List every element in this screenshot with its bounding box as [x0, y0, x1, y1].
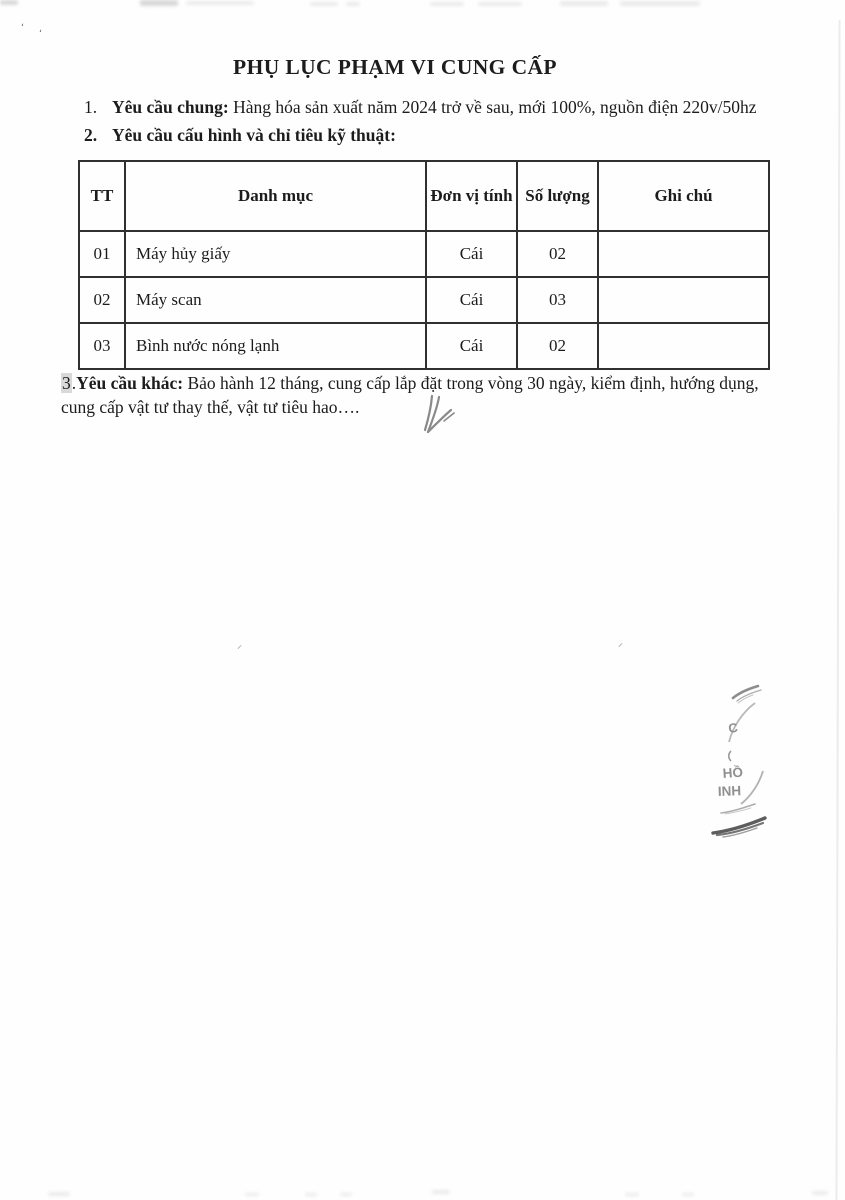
- col-header-don-vi: Đơn vị tính: [426, 161, 517, 231]
- col-header-ghi-chu: Ghi chú: [598, 161, 769, 231]
- table-row: [79, 323, 769, 369]
- number-separator: .: [71, 373, 77, 393]
- handwritten-arrow-mark: [416, 390, 464, 442]
- scan-smudge: [0, 0, 18, 5]
- cell-note: [598, 323, 769, 369]
- scan-smudge: [48, 1192, 70, 1196]
- cell-note: [598, 277, 769, 323]
- cell-unit: Cái: [426, 277, 517, 323]
- col-header-tt: TT: [79, 161, 125, 231]
- scan-smudge: [186, 1, 254, 5]
- item-label: Yêu cầu cấu hình và chỉ tiêu kỹ thuật:: [112, 125, 396, 145]
- item-body: Hàng hóa sản xuất năm 2024 trở về sau, mới 100%, nguồn điện 220v/50hz: [233, 97, 757, 117]
- cell-tt: 01: [79, 231, 125, 277]
- cell-unit: Cái: [426, 323, 517, 369]
- item-body: Bảo hành 12 tháng, cung cấp lắp đặt trong vòng 30 ngày, kiểm định, hướng dụng, cung cấp vật tư thay thế, vật tư tiêu hao….: [61, 373, 759, 417]
- table-header-row: [79, 161, 769, 231]
- cell-tt: 03: [79, 323, 125, 369]
- ink-speck: ⸝: [618, 638, 623, 649]
- scan-smudge: [140, 0, 178, 6]
- document-title: PHỤ LỤC PHẠM VI CUNG CẤP: [233, 55, 557, 79]
- cell-item-name: Máy scan: [125, 277, 426, 323]
- cell-unit: Cái: [426, 231, 517, 277]
- scan-smudge: [305, 1193, 317, 1196]
- item-number: 1.: [84, 97, 98, 117]
- scan-smudge: [310, 2, 338, 6]
- highlighted-number: 3: [62, 373, 71, 393]
- requirement-item-2: [84, 124, 814, 147]
- cell-item-name: Máy hủy giấy: [125, 231, 426, 277]
- item-label: Yêu cầu khác:: [76, 373, 184, 393]
- scan-smudge: [812, 1191, 828, 1195]
- ink-speck: ⸝: [237, 640, 242, 651]
- ink-speck: ʻ: [39, 29, 43, 40]
- col-header-so-luong: Số lượng: [517, 161, 598, 231]
- scan-smudge: [346, 2, 360, 6]
- stamp-letter: C: [727, 719, 739, 736]
- scan-smudge: [560, 1, 608, 6]
- scan-smudge: [620, 1, 700, 6]
- scan-smudge: [245, 1193, 259, 1196]
- cell-qty: 02: [517, 323, 598, 369]
- cell-note: [598, 231, 769, 277]
- cell-item-name: Bình nước nóng lạnh: [125, 323, 426, 369]
- partial-stamp: [693, 676, 808, 848]
- cell-tt: 02: [79, 277, 125, 323]
- item-label: Yêu cầu chung:: [112, 97, 229, 117]
- item-text: [112, 96, 757, 119]
- col-header-danh-muc: Danh mục: [125, 161, 426, 231]
- supply-table: [78, 160, 770, 370]
- ink-speck: ʻ: [21, 23, 25, 34]
- scan-smudge: [682, 1193, 694, 1196]
- stamp-letter: INH: [717, 783, 742, 799]
- page-edge-artifact: [835, 20, 840, 1200]
- scan-smudge: [478, 2, 522, 6]
- scan-smudge: [625, 1193, 639, 1196]
- item-number: 2.: [84, 125, 98, 145]
- scan-smudge: [430, 2, 464, 6]
- requirement-item-1: [84, 96, 814, 119]
- table-row: [79, 277, 769, 323]
- scan-smudge: [340, 1193, 352, 1196]
- scan-smudge: [432, 1190, 450, 1194]
- stamp-letter: HỒ: [722, 764, 744, 781]
- cell-qty: 03: [517, 277, 598, 323]
- table-row: [79, 231, 769, 277]
- cell-qty: 02: [517, 231, 598, 277]
